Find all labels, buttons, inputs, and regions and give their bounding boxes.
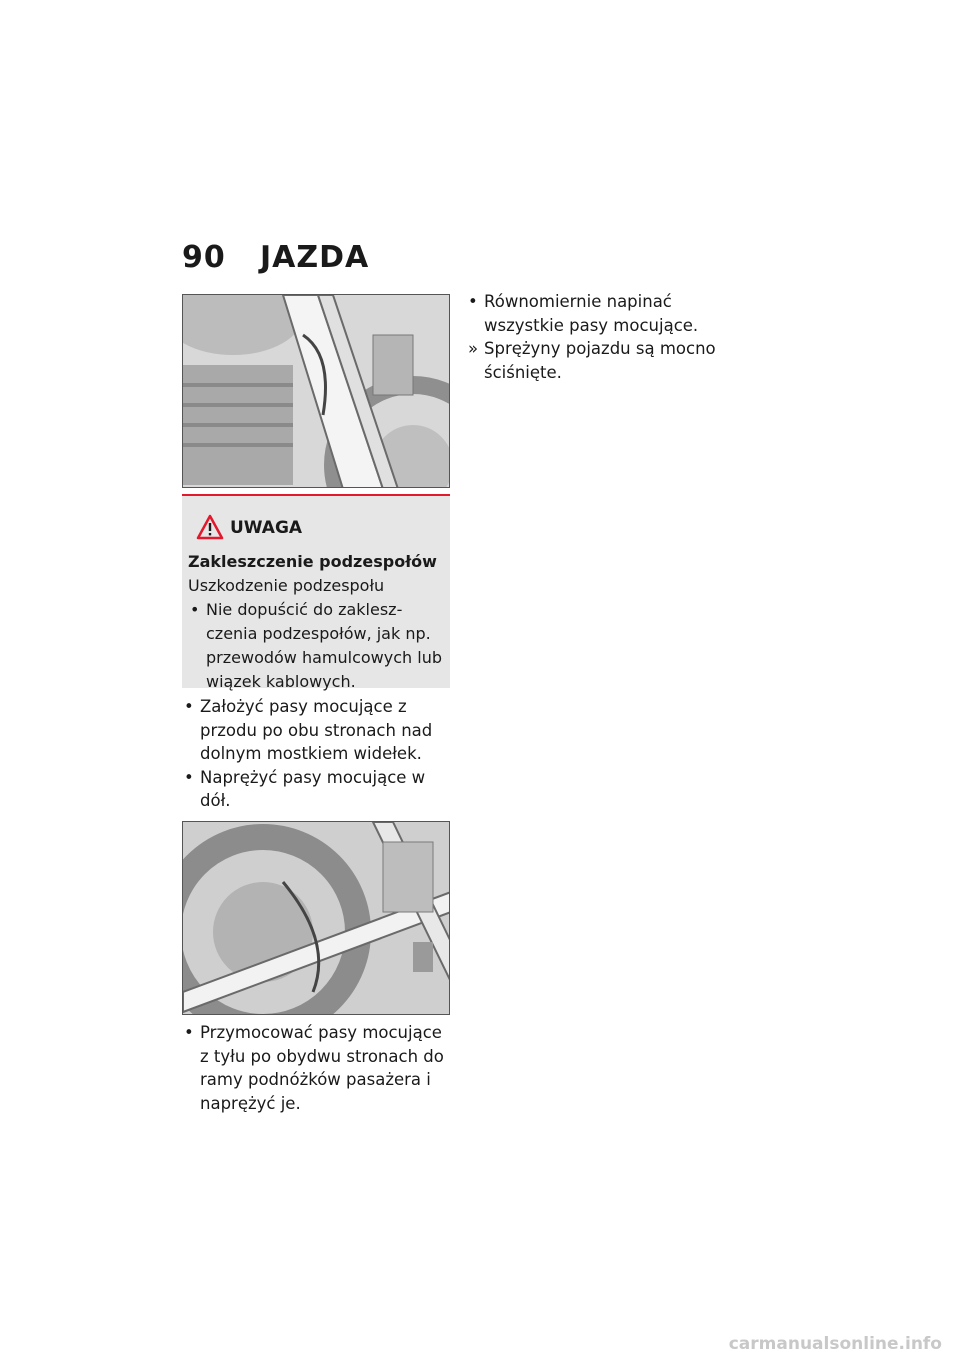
warning-consequence: Uszkodzenie podzespołu — [188, 576, 385, 595]
warning-triangle-icon — [196, 514, 224, 544]
warning-heading: Zakleszczenie podzespołów — [188, 552, 437, 571]
front-fork-photo — [182, 294, 450, 488]
list-item: • Równomiernie napinać wszystkie pasy mocujące. — [466, 290, 728, 337]
page-header — [182, 240, 369, 275]
page-number: 90 — [182, 240, 226, 275]
list-item: • Naprężyć pasy mocujące w dół. — [182, 766, 454, 813]
section-title: JAZDA — [260, 240, 370, 275]
result-item: » Sprężyny pojazdu są mocno ściśnięte. — [466, 337, 728, 384]
list-item: • Założyć pasy mocujące z przodu po obu stronach nad dolnym mostkiem widełek. — [182, 695, 454, 766]
warning-box — [182, 494, 450, 691]
warning-label: UWAGA — [230, 518, 303, 538]
left-steps-after-photo — [182, 1021, 454, 1115]
warning-instruction: • Nie dopuścić do zaklesz-czenia podzespołów, jak np. przewodów hamulcowych lub wiązek kablowych. — [188, 598, 446, 694]
warning-text — [188, 550, 446, 694]
watermark: carmanualsonline.info — [728, 1334, 942, 1354]
right-steps — [466, 290, 728, 384]
rear-wheel-photo — [182, 821, 450, 1015]
list-item: • Przymocować pasy mocujące z tyłu po obydwu stronach do ramy podnóżków pasażera i naprężyć je. — [182, 1021, 454, 1115]
left-steps — [182, 695, 454, 813]
